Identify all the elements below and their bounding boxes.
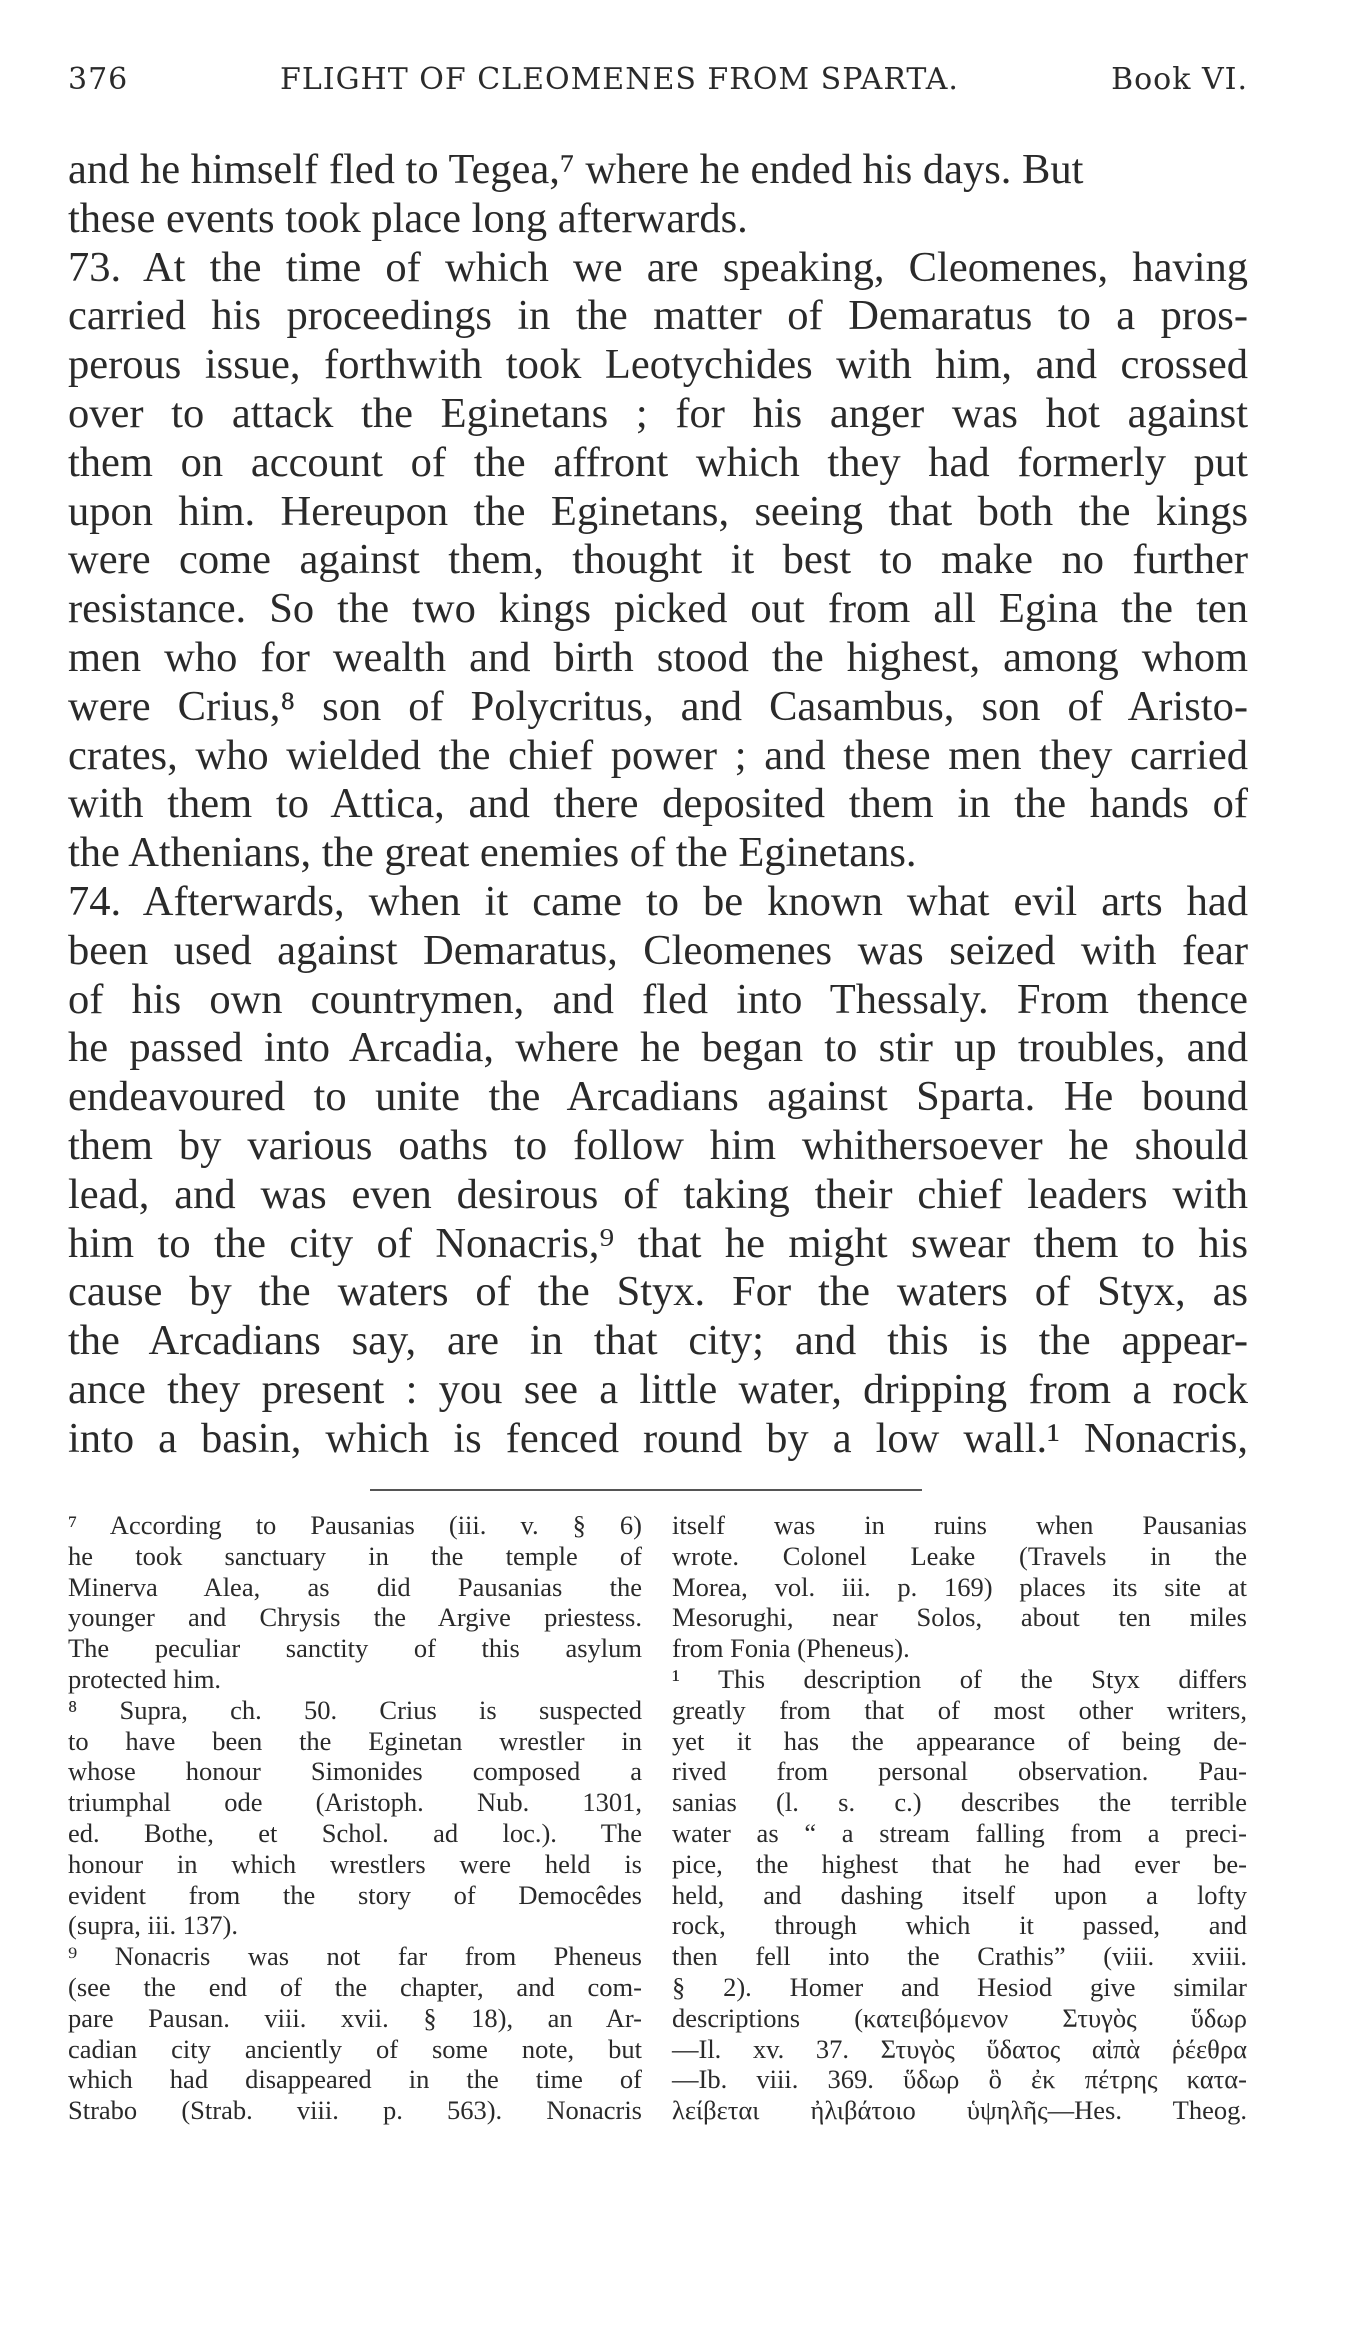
footnote-line: to have been the Eginetan wrestler in <box>68 1725 642 1756</box>
footnote-divider <box>370 1489 922 1491</box>
text-line: 74. Afterwards, when it came to be known what evil arts had <box>68 877 1248 925</box>
running-header <box>68 50 1248 110</box>
text-line: cause by the waters of the Styx. For the waters of Styx, as <box>68 1268 1248 1316</box>
text-line: the Athenians, the great enemies of the Eginetans. <box>68 829 917 877</box>
text-line: endeavoured to unite the Arcadians against Sparta. He bound <box>68 1073 1248 1121</box>
main-text <box>68 146 1248 1464</box>
footnote-line: pice, the highest that he had ever be- <box>672 1848 1247 1879</box>
footnote-line: ¹ This description of the Styx differs <box>672 1663 1247 1694</box>
text-line: these events took place long afterwards. <box>68 194 748 242</box>
text-line: into a basin, which is fenced round by a low wall.¹ Nonacris, <box>68 1414 1248 1462</box>
text-line: of his own countrymen, and fled into Thessaly. From thence <box>68 975 1248 1023</box>
text-line: them by various oaths to follow him whithersoever he should <box>68 1121 1248 1169</box>
footnote-line: water as “ a stream falling from a preci- <box>672 1817 1247 1848</box>
footnote-line: rock, through which it passed, and <box>672 1910 1247 1941</box>
footnotes-right-column <box>672 1510 1247 2126</box>
footnote-line: Morea, vol. iii. p. 169) places its site at <box>672 1571 1247 1602</box>
footnote-line: whose honour Simonides composed a <box>68 1756 642 1787</box>
text-line: with them to Attica, and there deposited them in the hands of <box>68 780 1248 828</box>
footnote-line: held, and dashing itself upon a lofty <box>672 1879 1247 1910</box>
footnote-line: protected him. <box>68 1663 222 1694</box>
footnote-line: pare Pausan. viii. xvii. § 18), an Ar- <box>68 2002 642 2033</box>
footnote-line: sanias (l. s. c.) describes the terrible <box>672 1787 1247 1818</box>
text-line: them on account of the affront which they had formerly put <box>68 438 1248 486</box>
footnote-line: Mesorughi, near Solos, about ten miles <box>672 1602 1247 1633</box>
text-line: were Crius,⁸ son of Polycritus, and Casambus, son of Aristo- <box>68 682 1248 730</box>
text-line: upon him. Hereupon the Eginetans, seeing that both the kings <box>68 487 1248 535</box>
footnote-line: itself was in ruins when Pausanias <box>672 1510 1247 1540</box>
footnote-line: yet it has the appearance of being de- <box>672 1725 1247 1756</box>
footnote-line: rived from personal observation. Pau- <box>672 1756 1247 1787</box>
footnote-line: λείβεται ἠλιβάτοιο ὑψηλῆς—Hes. Theog. <box>672 2095 1247 2126</box>
footnote-line: then fell into the Crathis” (viii. xviii. <box>672 1941 1247 1972</box>
footnote-line: descriptions (κατειβόμενον Στυγὸς ὕδωρ <box>672 2002 1247 2033</box>
text-line: crates, who wielded the chief power ; and these men they carried <box>68 731 1248 779</box>
text-line: were come against them, thought it best to make no further <box>68 536 1248 584</box>
text-line: perous issue, forthwith took Leotychides with him, and crossed <box>68 341 1248 389</box>
page-number: 376 <box>68 62 129 97</box>
footnote-line: (supra, iii. 137). <box>68 1910 239 1941</box>
text-line: resistance. So the two kings picked out from all Egina the ten <box>68 585 1248 633</box>
text-line: the Arcadians say, are in that city; and this is the appear- <box>68 1317 1248 1365</box>
footnote-line: ⁸ Supra, ch. 50. Crius is suspected <box>68 1694 642 1725</box>
footnote-line: § 2). Homer and Hesiod give similar <box>672 1971 1247 2002</box>
footnote-line: Strabo (Strab. viii. p. 563). Nonacris <box>68 2095 642 2126</box>
footnote-line: (see the end of the chapter, and com- <box>68 1971 642 2002</box>
text-line: ance they present : you see a little water, dripping from a rock <box>68 1365 1248 1413</box>
footnote-line: younger and Chrysis the Argive priestess. <box>68 1602 642 1633</box>
text-line: men who for wealth and birth stood the highest, among whom <box>68 633 1248 681</box>
text-line: over to attack the Eginetans ; for his anger was hot against <box>68 389 1248 437</box>
footnote-line: —Il. xv. 37. Στυγὸς ὕδατος αἰπὰ ῥέεθρα <box>672 2033 1247 2064</box>
footnote-line: he took sanctuary in the temple of <box>68 1540 642 1571</box>
book-label: Book VI. <box>1111 62 1248 97</box>
footnote-line: The peculiar sanctity of this asylum <box>68 1633 642 1664</box>
footnote-line: which had disappeared in the time of <box>68 2064 642 2095</box>
footnote-line: honour in which wrestlers were held is <box>68 1848 642 1879</box>
text-line: him to the city of Nonacris,⁹ that he might swear them to his <box>68 1219 1248 1267</box>
footnote-line: ed. Bothe, et Schol. ad loc.). The <box>68 1817 642 1848</box>
footnote-line: ⁹ Nonacris was not far from Pheneus <box>68 1941 642 1972</box>
running-title: FLIGHT OF CLEOMENES FROM SPARTA. <box>280 62 959 97</box>
text-line: carried his proceedings in the matter of Demaratus to a pros- <box>68 292 1248 340</box>
text-line: 73. At the time of which we are speaking, Cleomenes, having <box>68 243 1248 291</box>
footnote-line: —Ib. viii. 369. ὕδωρ ὃ ἐκ πέτρης κατα- <box>672 2064 1247 2095</box>
text-line: he passed into Arcadia, where he began to stir up troubles, and <box>68 1024 1248 1072</box>
footnote-line: evident from the story of Democêdes <box>68 1879 642 1910</box>
footnote-line: Minerva Alea, as did Pausanias the <box>68 1571 642 1602</box>
footnote-line: ⁷ According to Pausanias (iii. v. § 6) <box>68 1510 642 1540</box>
footnote-line: cadian city anciently of some note, but <box>68 2033 642 2064</box>
footnotes-left-column <box>68 1510 642 2126</box>
text-line: lead, and was even desirous of taking their chief leaders with <box>68 1170 1248 1218</box>
footnote-line: greatly from that of most other writers, <box>672 1694 1247 1725</box>
footnote-line: wrote. Colonel Leake (Travels in the <box>672 1540 1247 1571</box>
footnote-line: from Fonia (Pheneus). <box>672 1633 910 1664</box>
footnote-line: triumphal ode (Aristoph. Nub. 1301, <box>68 1787 642 1818</box>
text-line: been used against Demaratus, Cleomenes was seized with fear <box>68 926 1248 974</box>
text-line: and he himself fled to Tegea,⁷ where he ended his days. But <box>68 146 1084 193</box>
